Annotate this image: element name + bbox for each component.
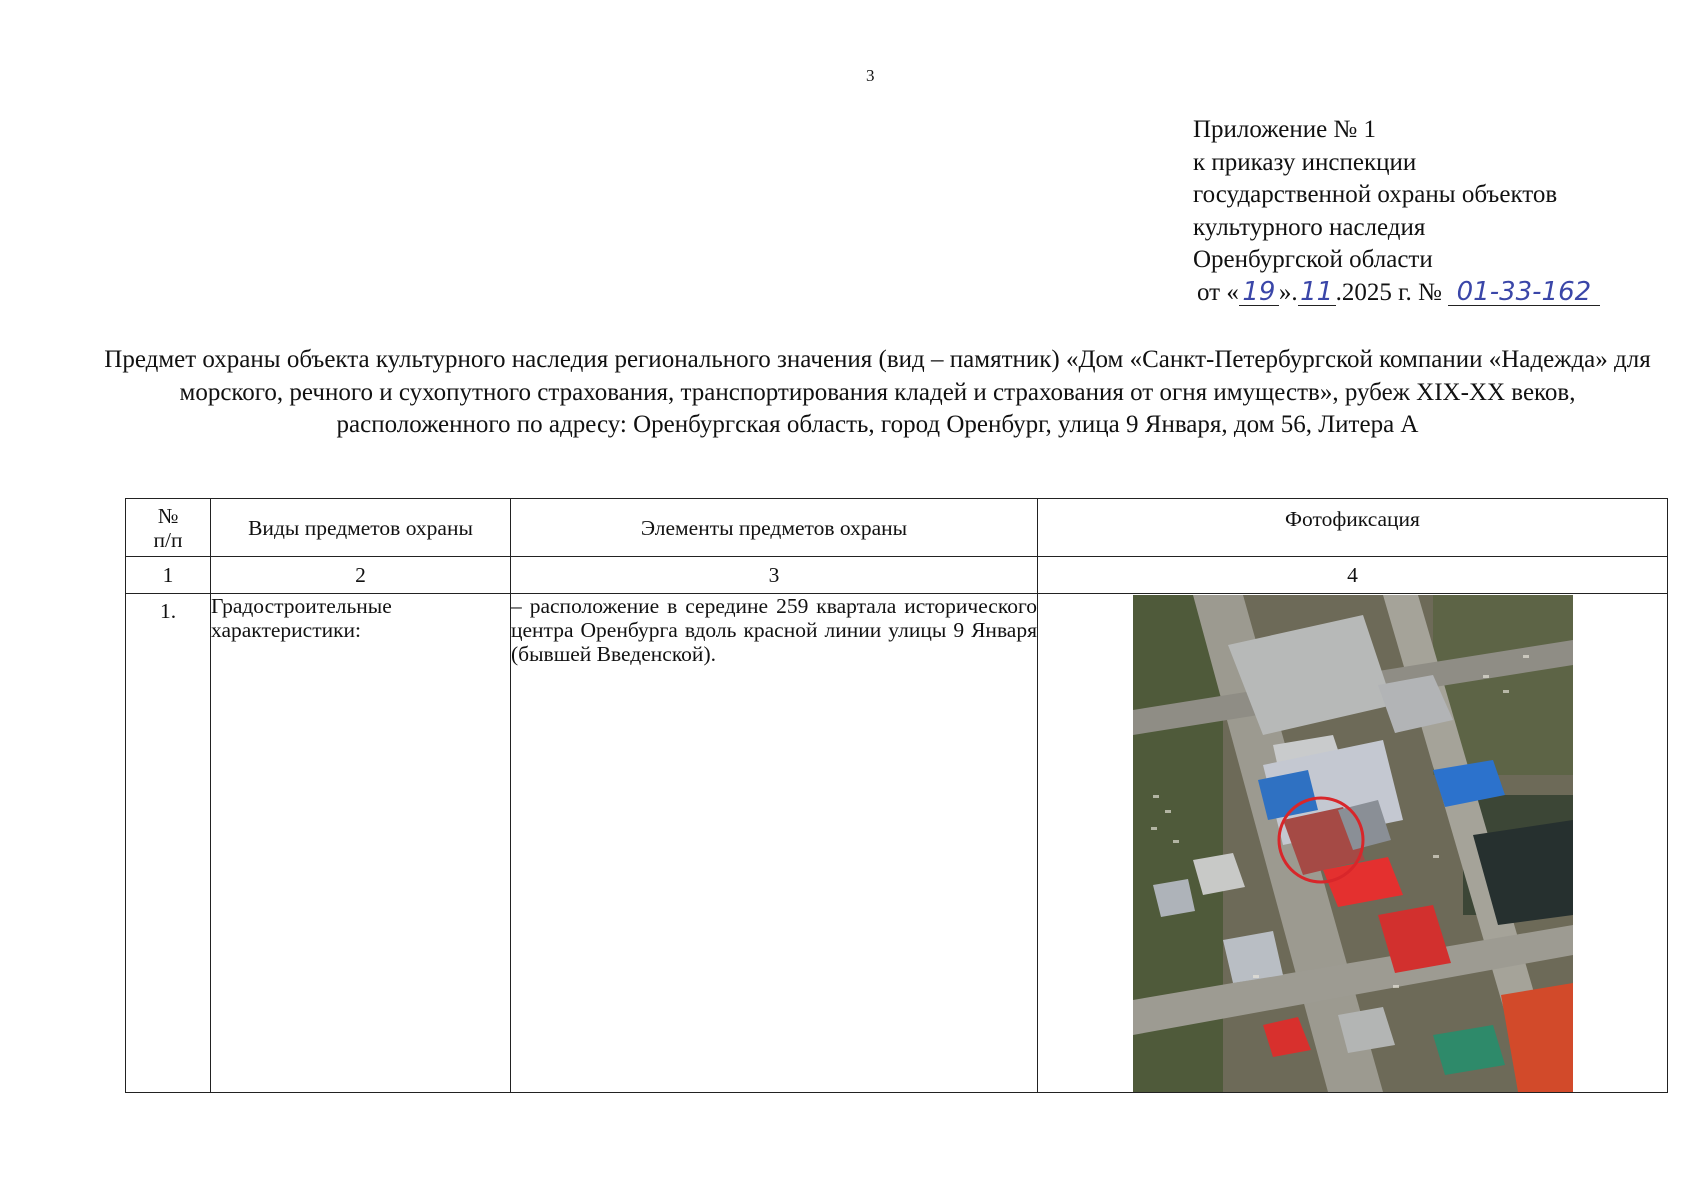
order-number-handwritten: 01-33-162 <box>1448 279 1600 306</box>
row-number: 1. <box>126 594 211 1093</box>
appendix-line: Приложение № 1 <box>1193 116 1377 143</box>
appendix-line: государственной охраны объектов <box>1193 181 1558 208</box>
row-element: – расположение в середине 259 квартала исторического центра Оренбурга вдоль красной линии улицы 9 Января (бывшей Введенской). <box>511 594 1038 1093</box>
order-prefix: от « <box>1197 278 1239 306</box>
appendix-line: к приказу инспекции <box>1193 148 1417 176</box>
order-month-handwritten: 11 <box>1298 279 1336 306</box>
column-number: 2 <box>211 557 511 594</box>
order-day-handwritten: 19 <box>1239 279 1279 306</box>
row-kind <box>211 594 511 1093</box>
table-header-row <box>126 499 1668 557</box>
row-kind-line: Градостроительные <box>211 594 392 618</box>
page-number: 3 <box>866 66 875 85</box>
header-number-sign: № <box>157 503 179 528</box>
order-separator: ». <box>1278 278 1298 306</box>
header-photo: Фотофиксация <box>1038 499 1668 557</box>
aerial-photo <box>1133 595 1573 1092</box>
column-number-row <box>126 557 1668 594</box>
appendix-header <box>1193 114 1600 309</box>
table-row <box>126 594 1668 1093</box>
aerial-photo-drawing <box>1133 595 1573 1092</box>
column-number: 1 <box>126 557 211 594</box>
header-kinds: Виды предметов охраны <box>211 499 511 557</box>
header-elements: Элементы предметов охраны <box>511 499 1038 557</box>
appendix-line: культурного наследия <box>1193 213 1426 241</box>
row-kind-line: характеристики: <box>211 618 362 642</box>
order-year: .2025 г. № <box>1335 278 1442 306</box>
column-number: 3 <box>511 557 1038 594</box>
column-number: 4 <box>1038 557 1668 594</box>
row-photo <box>1038 594 1668 1093</box>
document-title: Предмет охраны объекта культурного наследия регионального значения (вид – памятник) «Дом «Санкт-Петербургской компании «Надежда» для морского, речного и сухопутного страхования, транспортирования кладей и страхования от огня имуществ», рубеж XIX-XX веков, расположенного по адресу: Оренбургская область, город Оренбург, улица 9 Января, дом 56, Литера А <box>104 346 1651 438</box>
header-number <box>126 499 211 557</box>
appendix-line: Оренбургской области <box>1193 246 1433 273</box>
protection-table <box>125 498 1668 1093</box>
order-date-number-line <box>1197 277 1600 310</box>
header-number-pp: п/п <box>153 527 183 552</box>
